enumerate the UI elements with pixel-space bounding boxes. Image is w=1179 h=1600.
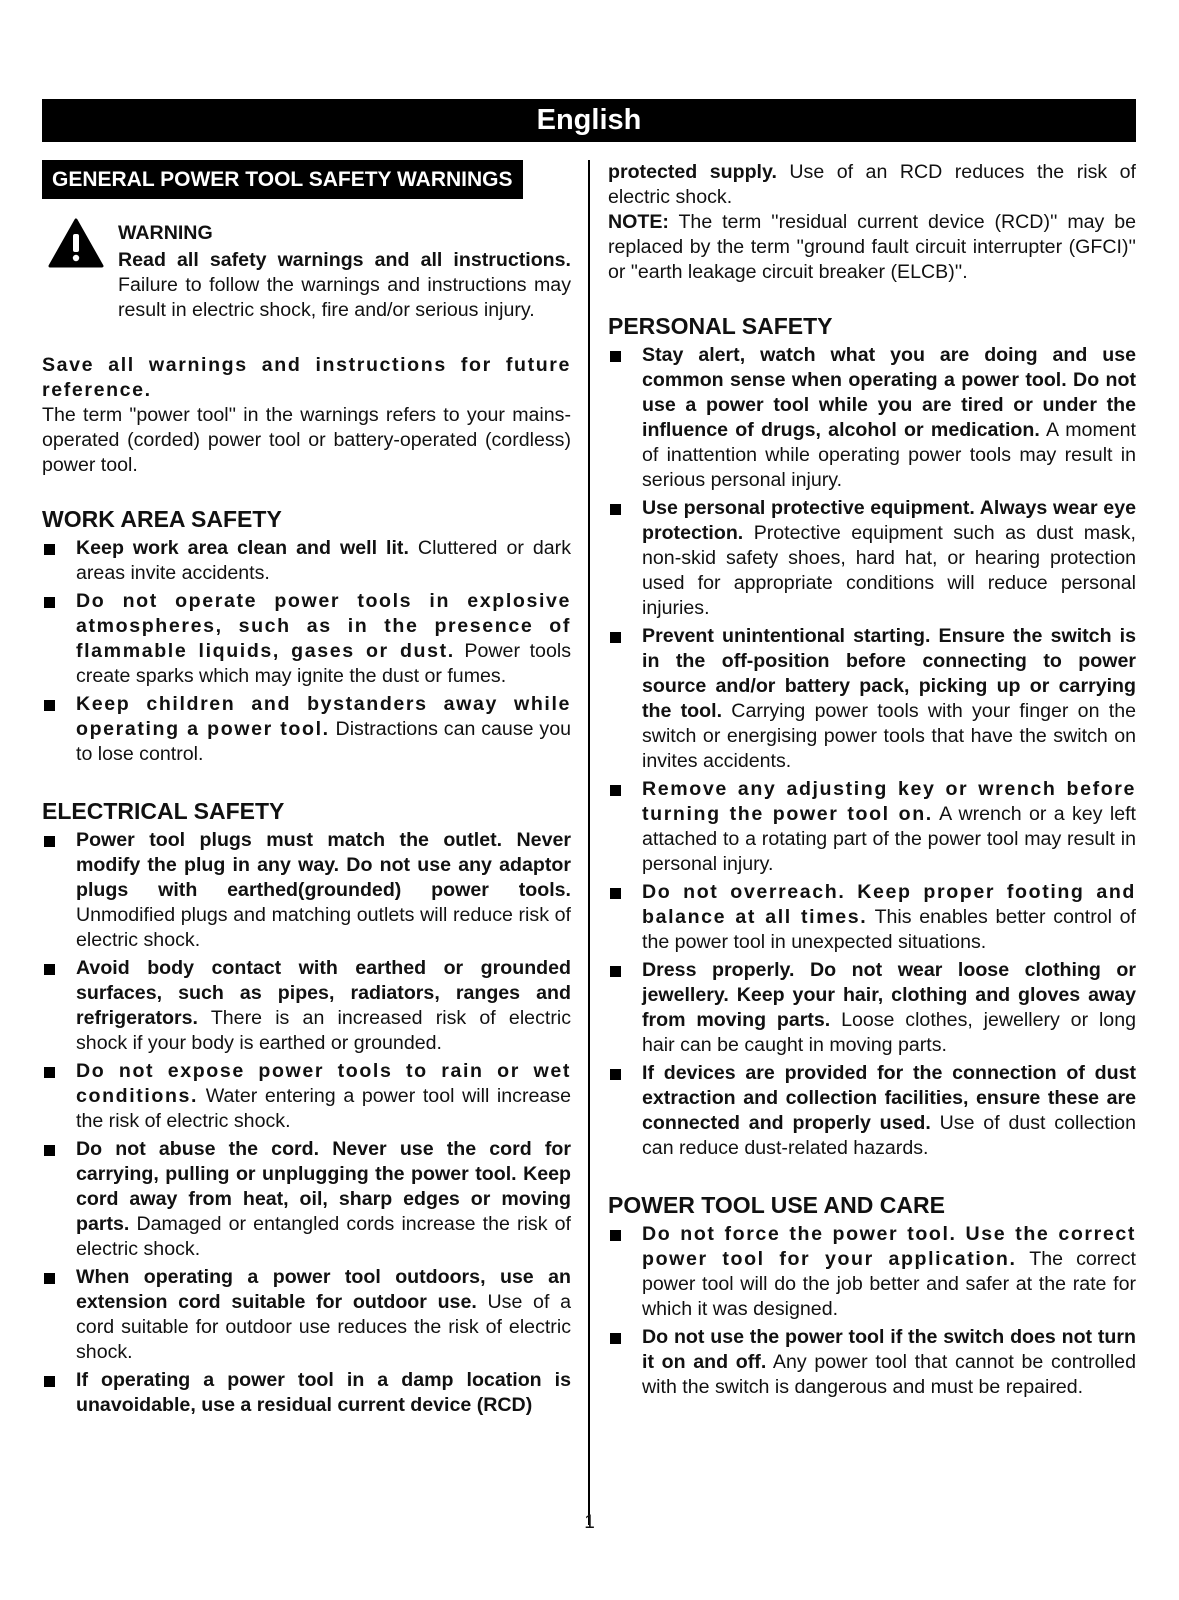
page-number: 1 [584,1512,595,1533]
list-item: Power tool plugs must match the outlet. Never modify the plug in any way. Do not use any adaptor plugs with earthed(grounded) power tools. Unmodified plugs and matching outlets will reduce risk of electric shock. [42,828,571,953]
rcd-note: NOTE: The term ''residual current device (RCD)'' may be replaced by the term ''ground fault circuit interrupter (GFCI)'' or "earth leakage circuit breaker (ELCB)''. [608,211,1136,283]
list-item: Do not overreach. Keep proper footing and balance at all times. This enables better control of the power tool in unexpected situations. [608,880,1136,955]
list-item: When operating a power tool outdoors, use an extension cord suitable for outdoor use. Use of a cord suitable for outdoor use reduces the risk of electric shock. [42,1265,571,1365]
list-item: If devices are provided for the connection of dust extraction and collection facilities, ensure these are connected and properly used. Use of dust collection can reduce dust-related hazards. [608,1061,1136,1161]
list-item: Do not expose power tools to rain or wet conditions. Water entering a power tool will increase the risk of electric shock. [42,1059,571,1134]
list-item: Remove any adjusting key or wrench before turning the power tool on. A wrench or a key left attached to a rotating part of the power tool may result in personal injury. [608,777,1136,877]
electrical-list [42,828,571,1418]
list-item: Keep work area clean and well lit. Cluttered or dark areas invite accidents. [42,536,571,586]
list-item: Dress properly. Do not wear loose clothing or jewellery. Keep your hair, clothing and gloves away from moving parts. Loose clothes, jewellery or long hair can be caught in moving parts. [608,958,1136,1058]
list-item: If operating a power tool in a damp location is unavoidable, use a residual current device (RCD) [42,1368,571,1418]
warning-block [42,221,571,323]
warning-text: Read all safety warnings and all instructions. Failure to follow the warnings and instructions may result in electric shock, fire and/or serious injury. [118,249,571,321]
column-divider [588,160,590,1525]
work-area-heading: WORK AREA SAFETY [42,506,282,532]
list-item: Avoid body contact with earthed or grounded surfaces, such as pipes, radiators, ranges and refrigerators. There is an increased risk of electric shock if your body is earthed or grounded. [42,956,571,1056]
list-item: Do not use the power tool if the switch does not turn it on and off. Any power tool that cannot be controlled with the switch is dangerous and must be repaired. [608,1325,1136,1400]
list-item: Stay alert, watch what you are doing and use common sense when operating a power tool. Do not use a power tool while you are tired or under the influence of drugs, alcohol or medication. A moment of inattention while operating power tools may result in serious personal injury. [608,343,1136,493]
save-instructions: Save all warnings and instructions for future reference. [42,354,571,401]
section-title: GENERAL POWER TOOL SAFETY WARNINGS [42,160,523,199]
list-item: Prevent unintentional starting. Ensure the switch is in the off-position before connecting to power source and/or battery pack, picking up or carrying the tool. Carrying power tools with your finger on the switch or energising power tools that have the switch on invites accidents. [608,624,1136,774]
warning-triangle-icon [48,218,104,268]
personal-safety-list [608,343,1136,1161]
list-item: Do not operate power tools in explosive atmospheres, such as in the presence of flammable liquids, gases or dust. Power tools create sparks which may ignite the dust or fumes. [42,589,571,689]
rcd-continued: protected supply. Use of an RCD reduces the risk of electric shock. [608,161,1136,208]
list-item: Do not abuse the cord. Never use the cord for carrying, pulling or unplugging the power tool. Keep cord away from heat, oil, sharp edges or moving parts. Damaged or entangled cords increase the risk of electric shock. [42,1137,571,1262]
list-item: Use personal protective equipment. Always wear eye protection. Protective equipment such as dust mask, non-skid safety shoes, hard hat, or hearing protection used for appropriate conditions will reduce personal injuries. [608,496,1136,621]
personal-safety-heading: PERSONAL SAFETY [608,313,833,339]
electrical-heading: ELECTRICAL SAFETY [42,798,285,824]
power-tool-use-list [608,1222,1136,1400]
right-column [608,160,1136,1403]
list-item: Do not force the power tool. Use the correct power tool for your application. The correct power tool will do the job better and safer at the rate for which it was designed. [608,1222,1136,1322]
left-column [42,160,571,1421]
list-item: Keep children and bystanders away while operating a power tool. Distractions can cause you to lose control. [42,692,571,767]
warning-title: WARNING [118,222,213,244]
work-area-list [42,536,571,767]
power-tool-use-heading: POWER TOOL USE AND CARE [608,1192,945,1218]
language-banner: English [42,99,1136,142]
power-tool-term: The term "power tool'' in the warnings refers to your mains-operated (corded) power tool or battery-operated (cordless) power tool. [42,404,571,476]
